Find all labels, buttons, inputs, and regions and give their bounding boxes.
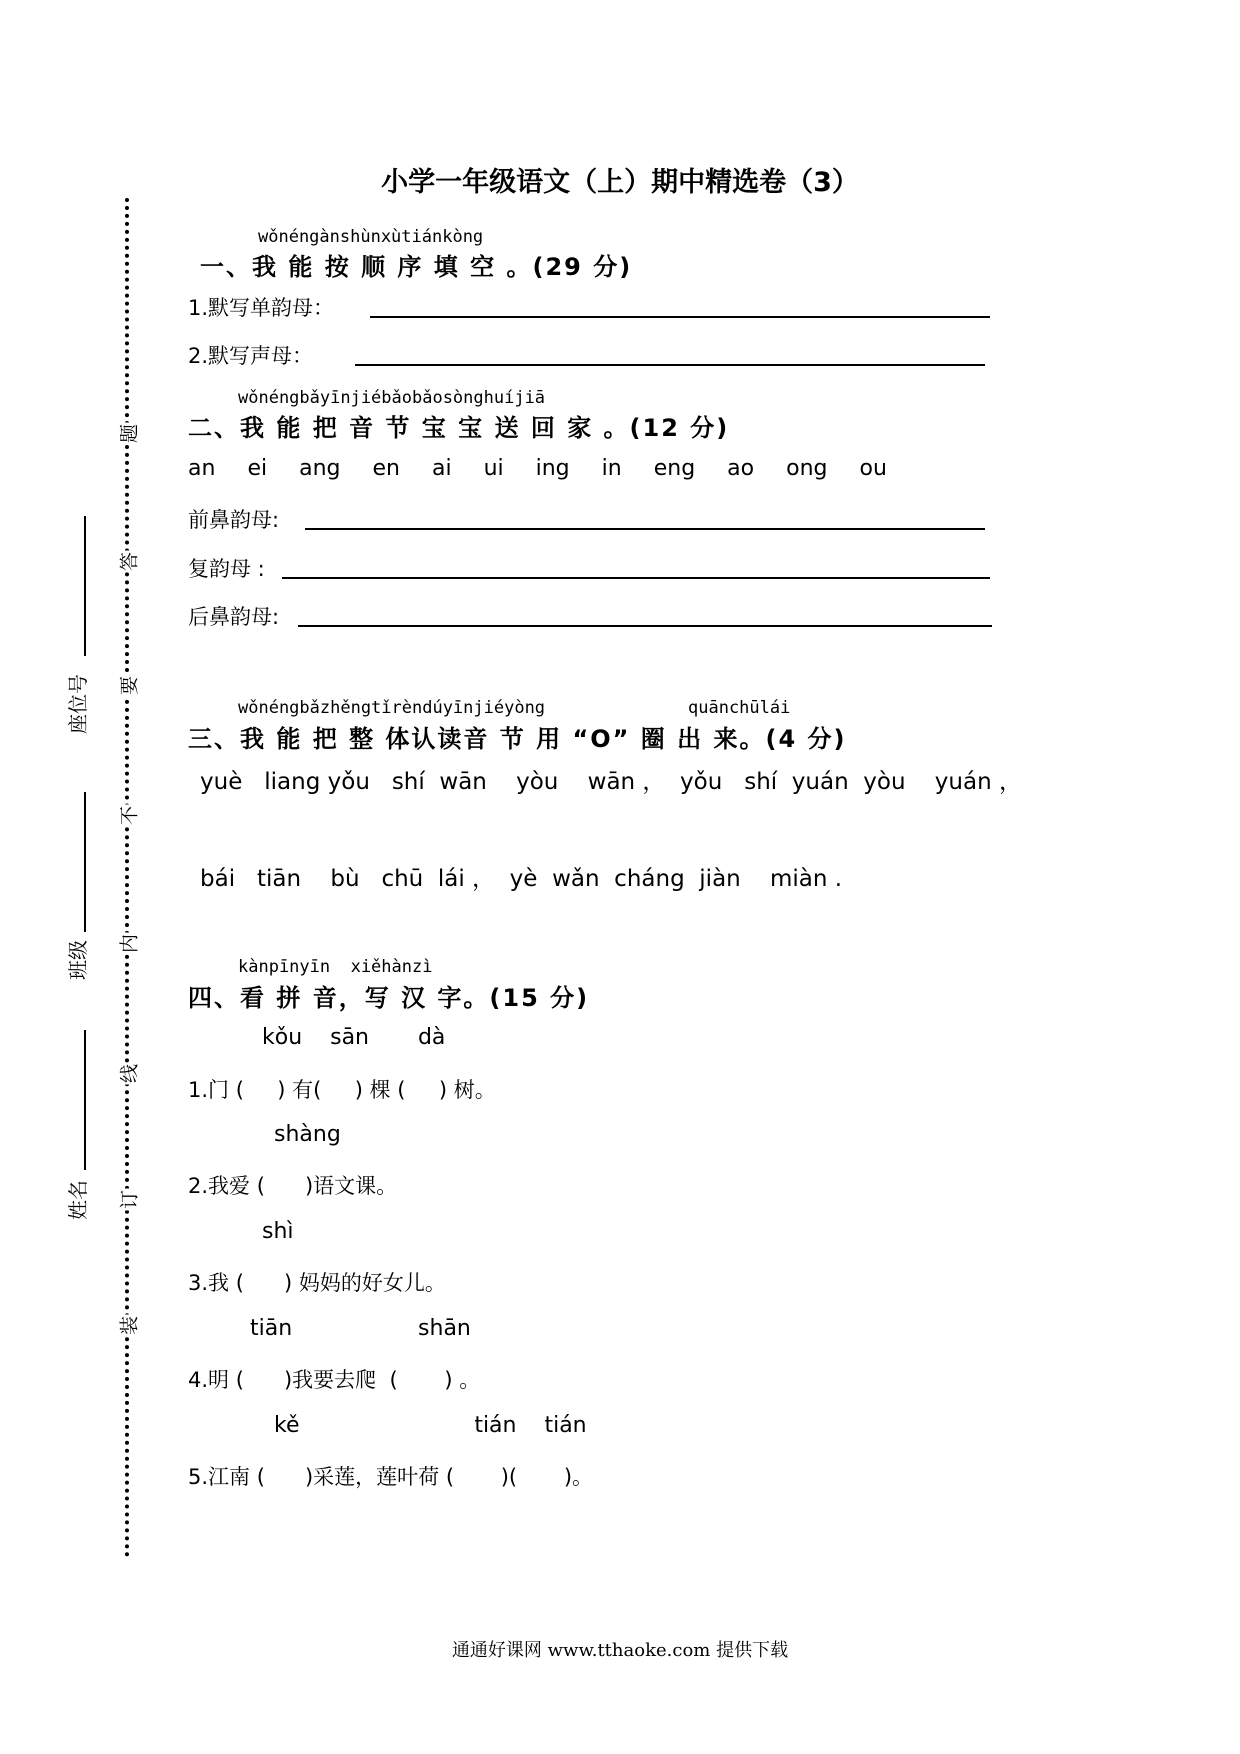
section1-heading: 一、我 能 按 顺 序 填 空 。(29 分) [200,253,633,281]
page-title: 小学一年级语文（上）期中精选卷（3） [381,167,859,198]
class-blank[interactable] [84,792,86,932]
seat-number-label: 座位号 [66,674,90,734]
margin-char-5: 内 [115,933,142,955]
q3-text: 3.我 ( ) 妈妈的好女儿。 [188,1271,446,1295]
section2-item1-label: 前鼻韵母: [188,508,280,532]
section2-item3-answer-line[interactable] [298,625,992,627]
vowel-item: ing [535,456,570,481]
q3-pinyin: shì [262,1219,294,1244]
section1-item2-answer-line[interactable] [355,364,985,366]
section3-pinyin-2: quānchūlái [688,698,791,718]
section3-pinyin: wǒnéngbǎzhěngtǐrèndúyīnjiéyòng [238,698,546,718]
vowel-item: ong [786,456,828,481]
q2-pinyin: shàng [274,1122,341,1147]
binding-dotted-line [125,198,129,1558]
q1-text: 1.门 ( ) 有( ) 棵 ( ) 树。 [188,1078,496,1102]
section4-heading: 四、看 拼 音，写 汉 字。(15 分) [188,984,590,1012]
footer-credit: 通通好课网 www.tthaoke.com 提供下载 [451,1640,789,1661]
section2-pinyin: wǒnéngbǎyīnjiébǎobǎosònghuíjiā [238,388,546,408]
section2-item3-label: 后鼻韵母: [188,605,280,629]
section1-item2-label: 2.默写声母： [188,344,314,368]
margin-char-3: 要 [115,675,142,697]
vowel-item: ang [299,456,341,481]
section1-item1-answer-line[interactable] [370,316,990,318]
section3-heading: 三、我 能 把 整 体认读音 节 用 “O” 圈 出 来。(4 分) [188,725,847,753]
vowel-item: ao [727,456,755,481]
section2-item2-answer-line[interactable] [282,577,990,579]
margin-char-1: 题 [115,423,142,445]
vowel-item: in [601,456,622,481]
name-blank[interactable] [84,1030,86,1170]
section1-pinyin: wǒnéngànshùnxùtiánkòng [258,227,484,247]
vowel-item: ou [859,456,887,481]
section2-item1-answer-line[interactable] [305,528,985,530]
vowel-list [188,456,919,481]
vowel-item: ei [247,456,268,481]
q2-text: 2.我爱 ( )语文课。 [188,1174,398,1198]
section2-item2-label: 复韵母 : [188,557,265,581]
vowel-item: an [188,456,216,481]
margin-char-4: 不 [115,805,142,827]
syllable-line-2: bái tiān bù chū lái ， yè wǎn cháng jiàn miàn . [200,866,843,892]
margin-char-2: 答 [115,551,142,573]
syllable-line-1: yuè liang yǒu shí wān yòu wān ， yǒu shí yuán yòu yuán ， [200,769,1022,795]
class-label: 班级 [66,940,90,980]
vowel-item: en [372,456,400,481]
margin-char-6: 线 [115,1063,142,1085]
section1-item1-label: 1.默写单韵母： [188,296,335,320]
q5-text: 5.江南 ( )采莲，莲叶荷 ( )( )。 [188,1465,594,1489]
q4-pinyin: tiān shān [250,1316,471,1341]
seat-number-blank[interactable] [84,516,86,656]
q4-text: 4.明 ( )我要去爬 ( ) 。 [188,1368,481,1392]
margin-char-8: 装 [115,1315,142,1337]
q5-pinyin: kě tián tián [274,1413,587,1438]
vowel-item: ui [483,456,504,481]
name-label: 姓名 [66,1180,90,1220]
vowel-item: ai [431,456,452,481]
section2-heading: 二、我 能 把 音 节 宝 宝 送 回 家 。(12 分) [188,414,730,442]
q1-pinyin: kǒu sān dà [262,1025,446,1050]
section4-pinyin: kànpīnyīn xiěhànzì [238,957,433,977]
vowel-item: eng [653,456,696,481]
margin-char-7: 订 [115,1189,142,1211]
